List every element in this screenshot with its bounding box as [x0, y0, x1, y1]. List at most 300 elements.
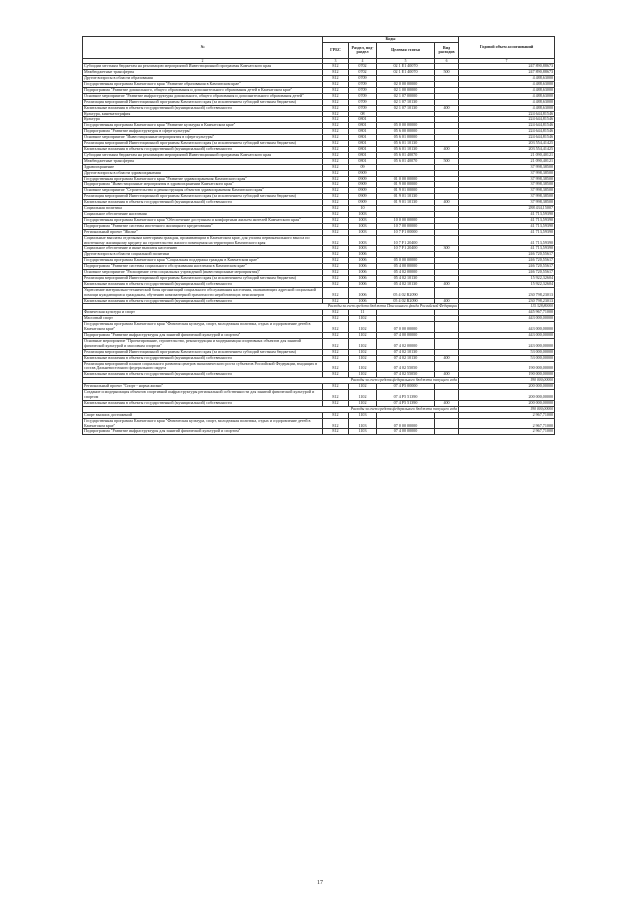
- row-amount: 53 000,00000: [459, 355, 555, 361]
- colnum-4: 5: [377, 58, 435, 63]
- row-target-article: 07 4 P5 51390: [377, 390, 435, 401]
- row-amount: 246 720,55617: [459, 258, 555, 264]
- row-section: 1003: [349, 223, 377, 229]
- table-row: [83, 390, 555, 401]
- row-section: 1102: [349, 384, 377, 390]
- row-name: Региональный проект "Спорт - норма жизни": [83, 384, 323, 390]
- colnum-5: 6: [435, 58, 459, 63]
- row-target-article: 02 1 07 10130: [377, 105, 435, 111]
- row-name: Капитальные вложения в объекты государственной (муниципальной) собственности: [83, 355, 323, 361]
- row-target-article: 05 6 00 00000: [377, 129, 435, 135]
- row-section: 0702: [349, 70, 377, 76]
- row-section: 0709: [349, 105, 377, 111]
- header-annual-sum: Годовой объем ассигнований: [459, 37, 555, 59]
- row-amount: 203 554,41425: [459, 147, 555, 153]
- row-section: 1003: [349, 229, 377, 235]
- table-row: [83, 287, 555, 298]
- row-grbs: 812: [323, 333, 349, 339]
- row-amount: 200 000,00000: [459, 384, 555, 390]
- row-section: 1102: [349, 322, 377, 333]
- row-name: Спорт высших достижений: [83, 412, 323, 418]
- row-grbs: 812: [323, 188, 349, 194]
- row-expense-type: 400: [435, 281, 459, 287]
- row-target-article: 10 7 F1 00000: [377, 229, 435, 235]
- row-amount: 41 713,59390: [459, 217, 555, 223]
- row-amount: 224 644,81546: [459, 129, 555, 135]
- row-name: Подпрограмма "Развитие системы ипотечного жилищного кредитования": [83, 223, 323, 229]
- row-expense-type: 400: [435, 372, 459, 378]
- table-row: [83, 361, 555, 372]
- row-section: 0909: [349, 188, 377, 194]
- row-expense-type: 400: [435, 105, 459, 111]
- row-expense-type: 400: [435, 200, 459, 206]
- row-target-article: 02 0 00 00000: [377, 82, 435, 88]
- row-section: 0801: [349, 129, 377, 135]
- row-amount: 190 000,00000: [459, 372, 555, 378]
- row-target-article: 05 4 02 10130: [377, 281, 435, 287]
- row-target-article: 07 4 P5 51390: [377, 400, 435, 406]
- row-target-article: 07 4 02 10130: [377, 349, 435, 355]
- row-section: 0801: [349, 141, 377, 147]
- row-target-article: 07 4 02 55050: [377, 361, 435, 372]
- row-amount: 190 000,00000: [459, 361, 555, 372]
- row-name: Основное мероприятие "Строительство и реконструкция объектов здравоохранения Камчатского края": [83, 188, 323, 194]
- row-section: 0909: [349, 176, 377, 182]
- budget-table: [82, 36, 555, 435]
- row-section: 1003: [349, 246, 377, 252]
- note-text: Расходы за счет средств бюджета Пенсионного фонда Российской Федерации: [83, 304, 459, 310]
- row-amount: 4 488,63000: [459, 93, 555, 99]
- row-target-article: 07 0 00 00000: [377, 322, 435, 333]
- row-grbs: 812: [323, 82, 349, 88]
- row-grbs: 812: [323, 429, 349, 435]
- row-expense-type: [435, 418, 459, 429]
- row-section: 0709: [349, 82, 377, 88]
- header-target-article: Целевая статья: [377, 42, 435, 58]
- row-grbs: 812: [323, 246, 349, 252]
- row-amount: 288 434,15007: [459, 206, 555, 212]
- row-target-article: 01 9 00 00000: [377, 182, 435, 188]
- row-grbs: 812: [323, 64, 349, 70]
- row-amount: 224 644,81546: [459, 111, 555, 117]
- row-section: 0909: [349, 194, 377, 200]
- row-amount: 53 000,00000: [459, 349, 555, 355]
- row-section: 1103: [349, 412, 377, 418]
- row-name: Государственная программа Камчатского края "Развитие культуры в Камчатском крае": [83, 123, 323, 129]
- row-grbs: 812: [323, 258, 349, 264]
- row-grbs: 812: [323, 200, 349, 206]
- header-section: Раздел, под-раздел: [349, 42, 377, 58]
- row-section: 0909: [349, 170, 377, 176]
- row-section: 1102: [349, 400, 377, 406]
- row-section: 0801: [349, 152, 377, 158]
- row-grbs: 812: [323, 164, 349, 170]
- row-grbs: 812: [323, 176, 349, 182]
- row-name: Подпрограмма "Инвестиционные мероприятия в здравоохранении Камчатского края": [83, 182, 323, 188]
- row-name: Реализация мероприятий Инвестиционной программы Камчатского края (за исключением субсидий местным бюджетам): [83, 194, 323, 200]
- row-amount: 246 720,55617: [459, 270, 555, 276]
- colnum-6: 7: [459, 58, 555, 63]
- row-amount: 4 488,63000: [459, 76, 555, 82]
- row-section: 1006: [349, 258, 377, 264]
- row-target-article: 05 6 01 10130: [377, 147, 435, 153]
- row-section: 1006: [349, 275, 377, 281]
- row-target-article: 01 9 01 10130: [377, 200, 435, 206]
- row-name: Капитальные вложения в объекты государственной (муниципальной) собственности: [83, 105, 323, 111]
- row-name: Подпрограмма "Развитие инфраструктуры для занятий физической культурой и спортом": [83, 429, 323, 435]
- row-section: 0702: [349, 64, 377, 70]
- row-grbs: 812: [323, 275, 349, 281]
- row-grbs: 812: [323, 206, 349, 212]
- row-amount: 243 000,00000: [459, 338, 555, 349]
- table-row: [83, 322, 555, 333]
- row-amount: 37 998,38500: [459, 176, 555, 182]
- row-grbs: 812: [323, 316, 349, 322]
- row-target-article: 05 6 01 00000: [377, 135, 435, 141]
- row-name: Основное мероприятие "Развитие инфраструктуры дошкольного, общего образования и дополнительного образования детей": [83, 93, 323, 99]
- row-name: Субсидии местным бюджетам на реализацию мероприятий Инвестиционной программы Камчатского края: [83, 64, 323, 70]
- row-grbs: 812: [323, 158, 349, 164]
- row-section: 1103: [349, 429, 377, 435]
- row-amount: 41 713,59390: [459, 229, 555, 235]
- row-section: 1102: [349, 372, 377, 378]
- row-target-article: 05 6 01 40070: [377, 158, 435, 164]
- row-section: 1006: [349, 298, 377, 304]
- row-amount: 443 000,00000: [459, 333, 555, 339]
- page-number: 17: [317, 880, 323, 886]
- row-amount: 246 720,55617: [459, 252, 555, 258]
- row-name: Другие вопросы в области социальной политики: [83, 252, 323, 258]
- row-expense-type: 400: [435, 147, 459, 153]
- row-name: Реализация мероприятий Инвестиционной программы Камчатского края (за исключением субсидий местным бюджетам): [83, 275, 323, 281]
- row-name: Культура: [83, 117, 323, 123]
- row-target-article: 05 6 01 10130: [377, 141, 435, 147]
- row-name: Массовый спорт: [83, 316, 323, 322]
- row-grbs: 812: [323, 349, 349, 355]
- note-amount: 115 328,80000: [459, 304, 555, 310]
- row-name: Государственная программа Камчатского края "Социальная поддержка граждан в Камчатском крае": [83, 258, 323, 264]
- row-target-article: 07 0 00 00000: [377, 418, 435, 429]
- row-grbs: 812: [323, 129, 349, 135]
- row-section: 08: [349, 111, 377, 117]
- row-section: 0709: [349, 76, 377, 82]
- header-number: №: [83, 37, 323, 59]
- row-grbs: 812: [323, 182, 349, 188]
- row-grbs: 812: [323, 355, 349, 361]
- row-expense-type: [435, 361, 459, 372]
- row-section: 1006: [349, 252, 377, 258]
- row-name: Субсидии местным бюджетам на реализацию мероприятий Инвестиционной программы Камчатского края: [83, 152, 323, 158]
- row-name: Подпрограмма "Развитие инфраструктуры для занятий физической культурой и спортом": [83, 333, 323, 339]
- row-expense-type: [435, 322, 459, 333]
- table-row: [83, 429, 555, 435]
- row-name: Другие вопросы в области образования: [83, 76, 323, 82]
- row-name: Подпрограмма "Развитие инфраструктуры в сфере культуры": [83, 129, 323, 135]
- row-amount: 15 922,32604: [459, 275, 555, 281]
- row-target-article: 02 1 Е1 40070: [377, 70, 435, 76]
- row-expense-type: 400: [435, 400, 459, 406]
- row-grbs: 812: [323, 264, 349, 270]
- row-section: 1003: [349, 217, 377, 223]
- row-expense-type: [435, 235, 459, 246]
- row-section: 10: [349, 206, 377, 212]
- row-grbs: 812: [323, 135, 349, 141]
- row-grbs: 812: [323, 111, 349, 117]
- row-target-article: 02 1 Е1 40070: [377, 64, 435, 70]
- row-target-article: 05 0 00 00000: [377, 258, 435, 264]
- row-amount: 230 798,23013: [459, 298, 555, 304]
- table-row: [83, 418, 555, 429]
- row-name: Подпрограмма "Развитие дошкольного, общего образования и дополнительного образования детей в Камчатском крае": [83, 87, 323, 93]
- row-name: Социальное обеспечение населения: [83, 211, 323, 217]
- row-grbs: 812: [323, 223, 349, 229]
- row-expense-type: [435, 338, 459, 349]
- row-name: Подпрограмма "Развитие системы социального обслуживания населения в Камчатском крае": [83, 264, 323, 270]
- row-name: Региональный проект "Жилье": [83, 229, 323, 235]
- row-target-article: 05 4 02 R2090: [377, 287, 435, 298]
- row-name: Межбюджетные трансферты: [83, 70, 323, 76]
- row-name: Государственная программа Камчатского края "Обеспечение доступным и комфортным жильем жителей Камчатского края": [83, 217, 323, 223]
- row-grbs: 812: [323, 99, 349, 105]
- row-section: 1003: [349, 211, 377, 217]
- row-name: Реализация мероприятий планов социального развития центров экономического роста субъектов Российской Федерации, входящих в состав Дальневосточного федерального округа: [83, 361, 323, 372]
- row-name: Капитальные вложения в объекты государственной (муниципальной) собственности: [83, 298, 323, 304]
- row-target-article: 10 7 F1 20400: [377, 235, 435, 246]
- row-amount: 37 998,38500: [459, 188, 555, 194]
- row-amount: 247 890,88673: [459, 70, 555, 76]
- row-name: Основное мероприятие "Инвестиционные мероприятия в сфере культуры": [83, 135, 323, 141]
- row-grbs: 812: [323, 152, 349, 158]
- row-section: 11: [349, 310, 377, 316]
- row-grbs: 812: [323, 281, 349, 287]
- row-target-article: 07 4 02 55050: [377, 372, 435, 378]
- row-name: Укрепление материально-технической базы организаций социального обслуживания населения, оказывающих адресной социальной помощи нуждающимся гражданам, обучению компьютерной грамотности неработающих пенсионеров: [83, 287, 323, 298]
- row-grbs: 812: [323, 322, 349, 333]
- row-target-article: 10 0 00 00000: [377, 217, 435, 223]
- row-amount: 224 644,81546: [459, 117, 555, 123]
- header-codes: Коды: [323, 37, 459, 43]
- row-amount: 200 000,00000: [459, 400, 555, 406]
- row-grbs: 812: [323, 87, 349, 93]
- row-name: Создание и модернизация объектов спортивной инфраструктуры региональной собственности для занятий физической культурой и спортом: [83, 390, 323, 401]
- row-grbs: 812: [323, 310, 349, 316]
- row-name: Капитальные вложения в объекты государственной (муниципальной) собственности: [83, 372, 323, 378]
- row-section: 1006: [349, 264, 377, 270]
- table-row: [83, 235, 555, 246]
- row-name: Межбюджетные трансферты: [83, 158, 323, 164]
- row-amount: 203 554,41425: [459, 141, 555, 147]
- row-amount: 41 713,59390: [459, 211, 555, 217]
- row-amount: 37 998,38500: [459, 182, 555, 188]
- row-target-article: 10 7 00 00000: [377, 223, 435, 229]
- row-target-article: 10 7 F1 20400: [377, 246, 435, 252]
- row-grbs: 812: [323, 418, 349, 429]
- row-amount: 41 713,59390: [459, 246, 555, 252]
- row-amount: 200 000,00000: [459, 390, 555, 401]
- row-amount: 224 644,81546: [459, 123, 555, 129]
- row-target-article: 07 4 02 00000: [377, 338, 435, 349]
- table-body: [83, 64, 555, 435]
- row-section: 0909: [349, 200, 377, 206]
- row-grbs: 812: [323, 287, 349, 298]
- row-section: 1103: [349, 418, 377, 429]
- row-expense-type: 400: [435, 355, 459, 361]
- row-section: 0801: [349, 135, 377, 141]
- row-amount: 2 967,71000: [459, 418, 555, 429]
- row-grbs: 812: [323, 412, 349, 418]
- row-section: 1102: [349, 333, 377, 339]
- row-amount: 443 000,00000: [459, 316, 555, 322]
- row-amount: 15 922,32604: [459, 281, 555, 287]
- row-section: 1006: [349, 287, 377, 298]
- note-amount: 190 000,00000: [459, 378, 555, 384]
- row-amount: 41 713,59390: [459, 235, 555, 246]
- row-target-article: 01 9 01 10130: [377, 194, 435, 200]
- row-expense-type: [435, 287, 459, 298]
- row-target-article: 02 1 00 00000: [377, 87, 435, 93]
- budget-document: [82, 36, 554, 435]
- row-target-article: 01 0 00 00000: [377, 176, 435, 182]
- row-amount: 4 488,63000: [459, 82, 555, 88]
- table-row: [83, 338, 555, 349]
- row-grbs: 812: [323, 400, 349, 406]
- row-amount: 247 890,88673: [459, 64, 555, 70]
- row-amount: 443 000,00000: [459, 322, 555, 333]
- row-section: 1102: [349, 349, 377, 355]
- row-section: 1102: [349, 316, 377, 322]
- row-grbs: 812: [323, 217, 349, 223]
- row-name: Капитальные вложения в объекты государственной (муниципальной) собственности: [83, 281, 323, 287]
- row-name: Физическая культура и спорт: [83, 310, 323, 316]
- row-section: 0801: [349, 158, 377, 164]
- row-section: 0801: [349, 117, 377, 123]
- row-target-article: 05 4 00 00000: [377, 264, 435, 270]
- header-grbs: ГРБС: [323, 42, 349, 58]
- row-name: Капитальные вложения в объекты государственной (муниципальной) собственности: [83, 147, 323, 153]
- row-expense-type: 300: [435, 246, 459, 252]
- row-grbs: 812: [323, 117, 349, 123]
- row-target-article: 05 6 01 40070: [377, 152, 435, 158]
- colnum-3: 4: [349, 58, 377, 63]
- row-target-article: 05 4 02 10130: [377, 275, 435, 281]
- row-name: Государственная программа Камчатского края "Физическая культура, спорт, молодежная политика, отдых и оздоровление детей в Камчатском крае": [83, 322, 323, 333]
- row-target-article: 07 4 02 10130: [377, 355, 435, 361]
- row-target-article: 07 4 00 00000: [377, 429, 435, 435]
- row-name: Основное мероприятие "Расширение сети социальных учреждений (инвестиционные мероприятия)": [83, 270, 323, 276]
- row-name: Социальное обеспечение и иные выплаты населению: [83, 246, 323, 252]
- header-expense-type: Вид расходов: [435, 42, 459, 58]
- note-text: Расходы за счет средств федерального бюджета текущего года: [83, 378, 459, 384]
- row-name: Реализация мероприятий Инвестиционной программы Камчатского края (за исключением субсидий местным бюджетам): [83, 349, 323, 355]
- row-amount: 41 713,59390: [459, 223, 555, 229]
- row-grbs: 812: [323, 390, 349, 401]
- row-grbs: 812: [323, 211, 349, 217]
- row-expense-type: 400: [435, 298, 459, 304]
- row-name: Основные мероприятие "Проектирование, строительство, реконструкция и модернизация спортивных объектов для занятий физической культурой и массовым спортом": [83, 338, 323, 349]
- row-amount: 37 998,38500: [459, 164, 555, 170]
- row-name: Другие вопросы в области здравоохранения: [83, 170, 323, 176]
- row-amount: 445 967,71000: [459, 310, 555, 316]
- row-target-article: 05 4 02 00000: [377, 270, 435, 276]
- row-amount: 4 488,63000: [459, 99, 555, 105]
- row-amount: 230 798,23013: [459, 287, 555, 298]
- row-grbs: 812: [323, 270, 349, 276]
- row-grbs: 812: [323, 76, 349, 82]
- row-grbs: 812: [323, 141, 349, 147]
- row-grbs: 812: [323, 298, 349, 304]
- row-target-article: 05 4 02 R2090: [377, 298, 435, 304]
- colnum-1: 2: [83, 58, 323, 63]
- row-section: 1102: [349, 355, 377, 361]
- row-grbs: 812: [323, 235, 349, 246]
- row-amount: 246 720,55617: [459, 264, 555, 270]
- row-amount: 21 090,40121: [459, 158, 555, 164]
- row-grbs: 812: [323, 147, 349, 153]
- row-amount: 37 998,38500: [459, 200, 555, 206]
- row-amount: 224 644,81546: [459, 135, 555, 141]
- row-target-article: 01 9 01 00000: [377, 188, 435, 194]
- row-amount: 2 967,71000: [459, 412, 555, 418]
- row-grbs: 812: [323, 372, 349, 378]
- row-section: 1003: [349, 235, 377, 246]
- row-name: Культура, кинематография: [83, 111, 323, 117]
- row-grbs: 812: [323, 93, 349, 99]
- row-amount: 4 488,63000: [459, 105, 555, 111]
- row-expense-type: 500: [435, 70, 459, 76]
- row-section: 09: [349, 164, 377, 170]
- row-expense-type: 500: [435, 158, 459, 164]
- row-name: Государственная программа Камчатского края "Развитие образования в Камчатском крае": [83, 82, 323, 88]
- row-amount: 37 998,38500: [459, 170, 555, 176]
- row-grbs: 812: [323, 70, 349, 76]
- row-grbs: 812: [323, 105, 349, 111]
- row-name: Государственная программа Камчатского края "Физическая культура, спорт, молодежная политика, отдых и оздоровление детей в Камчатском крае": [83, 418, 323, 429]
- row-section: 0801: [349, 147, 377, 153]
- row-grbs: 812: [323, 229, 349, 235]
- row-amount: 2 967,71000: [459, 429, 555, 435]
- row-amount: 21 090,40121: [459, 152, 555, 158]
- row-name: Социальные выплаты отдельным категориям граждан, проживающим в Камчатском крае, для уплаты первоначального взноса по ипотечному жилищному кредиту на строительство жилого помещения на территории Камчатского края: [83, 235, 323, 246]
- row-amount: 37 998,38500: [459, 194, 555, 200]
- row-grbs: 812: [323, 194, 349, 200]
- row-target-article: 05 0 00 00000: [377, 123, 435, 129]
- row-expense-type: [435, 390, 459, 401]
- row-section: 0801: [349, 123, 377, 129]
- row-section: 1006: [349, 270, 377, 276]
- row-name: Реализация мероприятий Инвестиционной программы Камчатского края (за исключением субсидий местным бюджетам): [83, 99, 323, 105]
- row-grbs: 812: [323, 252, 349, 258]
- row-section: 0909: [349, 182, 377, 188]
- row-grbs: 812: [323, 123, 349, 129]
- row-section: 1102: [349, 361, 377, 372]
- colnum-2: 3: [323, 58, 349, 63]
- row-name: Капитальные вложения в объекты государственной (муниципальной) собственности: [83, 200, 323, 206]
- row-target-article: 07 4 P5 00000: [377, 384, 435, 390]
- row-grbs: 812: [323, 361, 349, 372]
- row-section: 1102: [349, 338, 377, 349]
- note-amount: 190 000,00000: [459, 406, 555, 412]
- row-name: Реализация мероприятий Инвестиционной программы Камчатского края (за исключением субсидий местным бюджетам): [83, 141, 323, 147]
- row-name: Государственная программа Камчатского края "Развитие здравоохранения Камчатского края": [83, 176, 323, 182]
- row-section: 1102: [349, 390, 377, 401]
- row-name: Социальная политика: [83, 206, 323, 212]
- note-text: Расходы за счет средств федерального бюджета текущего года: [83, 406, 459, 412]
- row-grbs: 812: [323, 384, 349, 390]
- row-amount: 4 488,63000: [459, 87, 555, 93]
- row-target-article: 02 1 07 00000: [377, 93, 435, 99]
- row-expense-type: [435, 429, 459, 435]
- row-section: 1006: [349, 281, 377, 287]
